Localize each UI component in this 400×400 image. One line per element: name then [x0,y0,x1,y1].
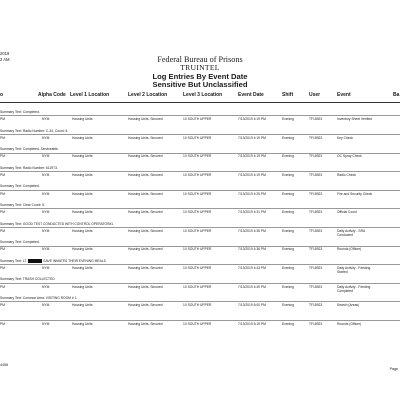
cell-l1: Housing Units [72,135,93,140]
cell-l2: Housing Units, Secured [128,191,163,196]
system-name: TRUINTEL [180,63,220,72]
cell-user: TF18923 [309,303,323,308]
redaction-bar [28,259,42,263]
cell-l2: Housing Units, Secured [128,154,163,159]
cell-l1: Housing Units [72,321,93,326]
cell-event: OC Spray Check [337,154,362,159]
cell-date: 7/13/2019 4:19 PM [238,172,266,177]
cell-date: 7/13/2019 4:19 PM [238,135,266,140]
summary-text [0,277,55,281]
cell-date: 7/13/2019 4:19 PM [238,154,266,159]
summary-text-lead: Summary Text: TRASH COLLECTED [0,277,55,282]
cell-event: Radio Check [337,172,356,177]
log-entry-row [0,234,400,253]
cell-pm: PM [0,284,5,289]
cell-shift: Evening [282,191,294,196]
summary-text [0,166,58,170]
cell-event: Key Check [337,135,353,140]
cell-user: TF18923 [309,117,323,122]
cell-l1: Housing Units [72,172,93,177]
summary-text [0,129,68,133]
cell-event: Rounds (Officer) [337,247,362,252]
col-header-alpha-code: Alpha Code [38,92,66,98]
summary-text-tail: GAVE INMATES THEIR EVENING MEALS [43,258,106,263]
cell-shift: Evening [282,265,294,270]
cell-pm: PM [0,210,5,215]
cell-l2: Housing Units, Secured [128,247,163,252]
log-entry-row [0,178,400,197]
cell-pm: PM [0,172,5,177]
summary-text [0,203,45,207]
cell-shift: Evening [282,321,294,326]
cell-pm: PM [0,303,5,308]
cell-date: 7/13/2019 4:36 PM [238,247,266,252]
header-rule [0,102,400,103]
cell-date: 7/13/2019 4:19 PM [238,117,266,122]
summary-text [0,110,40,114]
cell-l2: Housing Units, Secured [128,228,163,233]
col-header-shift: Shift [282,92,294,98]
cell-alpha: NYM [42,117,50,122]
cell-user: TF18923 [309,247,323,252]
cell-alpha: NYM [42,154,50,159]
log-entry-row [0,309,400,328]
cell-l3: 10 SOUTH UPPER [183,135,212,140]
cell-l3: 10 SOUTH UPPER [183,247,212,252]
column-headers [0,92,400,101]
classification-label: Sensitive But Unclassified [152,80,248,90]
cell-user: TF18923 [309,191,323,196]
cell-shift: Evening [282,135,294,140]
cell-l3: 10 SOUTH UPPER [183,172,212,177]
cell-event: Search (Areas) [337,303,360,308]
cell-user: TF18923 [309,135,323,140]
cell-l1: Housing Units [72,284,93,289]
cell-alpha: NYM [42,265,50,270]
log-entry-row [0,160,400,179]
cell-l1: Housing Units [72,303,93,308]
cell-l1: Housing Units [72,191,93,196]
cell-l3: 10 SOUTH UPPER [183,321,212,326]
cell-l2: Housing Units, Secured [128,210,163,215]
cell-l1: Housing Units [72,247,93,252]
cell-pm: PM [0,265,5,270]
cell-l2: Housing Units, Secured [128,303,163,308]
cell-date: 7/13/2019 5:15 PM [238,321,266,326]
cell-user: TF18923 [309,321,323,326]
col-header-level3: Level 3 Location [183,92,223,98]
cell-pm: PM [0,154,5,159]
cell-alpha: NYM [42,210,50,215]
log-entries [0,104,400,327]
cell-shift: Evening [282,210,294,215]
summary-text [0,259,106,263]
cell-pm: PM [0,191,5,196]
cell-user: TF18923 [309,154,323,159]
col-header-partial: o [0,92,4,98]
cell-shift: Evening [282,228,294,233]
cell-l3: 10 SOUTH UPPER [183,154,212,159]
summary-text-lead: Summary Text: Radio Number: C-34, Count: 5. [0,128,69,133]
cell-event: Rounds (Officer) [337,321,362,326]
cell-date: 7/13/2019 4:31 PM [238,210,266,215]
cell-l2: Housing Units, Secured [128,284,163,289]
cell-shift: Evening [282,154,294,159]
cell-l3: 10 SOUTH UPPER [183,228,212,233]
summary-text-lead: Summary Text: Radio Number: 612973. [0,165,58,170]
summary-text-lead: Summary Text: Common Area: VISITING ROOM # 1. [0,295,78,300]
log-entry-row [0,253,400,275]
cell-shift: Evening [282,247,294,252]
cell-alpha: NYM [42,247,50,252]
cell-event: Fire and Security Check [337,191,373,196]
cell-alpha: NYM [42,321,50,326]
log-entry-row [0,123,400,142]
cell-l1: Housing Units [72,228,93,233]
cell-event: Daily Activity - Feeding Started [337,265,371,275]
cell-user: TF18923 [309,228,323,233]
cell-pm: PM [0,247,5,252]
summary-text [0,296,77,300]
cell-alpha: NYM [42,135,50,140]
col-header-level1: Level 1 Location [70,92,110,98]
summary-text [0,184,40,188]
summary-text [0,147,59,151]
cell-l3: 10 SOUTH UPPER [183,191,212,196]
cell-alpha: NYM [42,228,50,233]
cell-l2: Housing Units, Secured [128,321,163,326]
cell-pm: PM [0,117,5,122]
cell-user: TF18923 [309,210,323,215]
cell-event: Inventory Sheet Verified [337,117,373,122]
cell-event: Official Count [337,210,357,215]
summary-text-lead: Summary Text: GOOD TEST CONDUCTED WITH CONTROL OPERATOR#1 [0,221,114,226]
cell-l1: Housing Units [72,265,93,270]
summary-text [0,222,113,226]
log-entry-row [0,271,400,293]
cell-event: Daily Activity - Feeding Completed [337,284,371,293]
cell-shift: Evening [282,172,294,177]
cell-pm: PM [0,228,5,233]
cell-date: 7/13/2019 5:00 PM [238,303,266,308]
cell-pm: PM [0,135,5,140]
print-time: 2 AM [0,56,10,62]
cell-shift: Evening [282,284,294,289]
col-header-user: User [309,92,321,98]
cell-user: TF18923 [309,265,323,270]
cell-shift: Evening [282,117,294,122]
col-header-truncated: Ba [393,92,400,98]
report-header [0,55,400,90]
cell-user: TF18923 [309,284,323,289]
summary-text-lead: Summary Text: Completed. [0,110,40,114]
summary-text [0,240,40,244]
cell-alpha: NYM [42,303,50,308]
cell-l3: 10 SOUTH UPPER [183,303,212,308]
summary-text-lead: Summary Text: Clear Count: 5. [0,202,46,207]
cell-l2: Housing Units, Secured [128,265,163,270]
log-entry-row [0,141,400,160]
col-header-level2: Level 2 Location [128,92,168,98]
col-header-event: Event [337,92,351,98]
cell-l1: Housing Units [72,117,93,122]
summary-text-lead: Summary Text: LT. [0,258,27,263]
cell-date: 7/13/2019 4:25 PM [238,191,266,196]
cell-user: TF18923 [309,172,323,177]
cell-alpha: NYM [42,191,50,196]
cell-alpha: NYM [42,284,50,289]
cell-l3: 10 SOUTH UPPER [183,210,212,215]
log-entry-row [0,104,400,123]
log-entry-row [0,290,400,309]
cell-date: 7/13/2019 4:43 PM [238,265,266,270]
cell-l1: Housing Units [72,210,93,215]
cell-l3: 10 SOUTH UPPER [183,265,212,270]
cell-alpha: NYM [42,172,50,177]
summary-text-lead: Summary Text: Completed, Serviceable. [0,147,59,152]
cell-date: 7/13/2019 4:49 PM [238,284,266,289]
cell-l2: Housing Units, Secured [128,117,163,122]
cell-pm: PM [0,321,5,326]
cell-event: Daily Activity - SRA Conducted [337,228,366,237]
cell-date: 7/13/2019 4:35 PM [238,228,266,233]
summary-text-lead: Summary Text: Completed. [0,240,40,245]
cell-l2: Housing Units, Secured [128,172,163,177]
cell-l3: 10 SOUTH UPPER [183,117,212,122]
cell-l2: Housing Units, Secured [128,135,163,140]
cell-l1: Housing Units [72,154,93,159]
footer-code: 4458 [0,363,8,367]
log-entry-row [0,216,400,235]
col-header-event-date: Event Date [238,92,264,98]
log-entry-row [0,197,400,216]
print-date: 2019 [0,51,10,56]
footer-page-label: Page [389,367,398,371]
cell-l3: 10 SOUTH UPPER [183,284,212,289]
cell-shift: Evening [282,303,294,308]
agency-name: Federal Bureau of Prisons [157,55,243,64]
report-title: Log Entries By Event Date [152,71,248,81]
summary-text-lead: Summary Text: Completed. [0,184,40,189]
